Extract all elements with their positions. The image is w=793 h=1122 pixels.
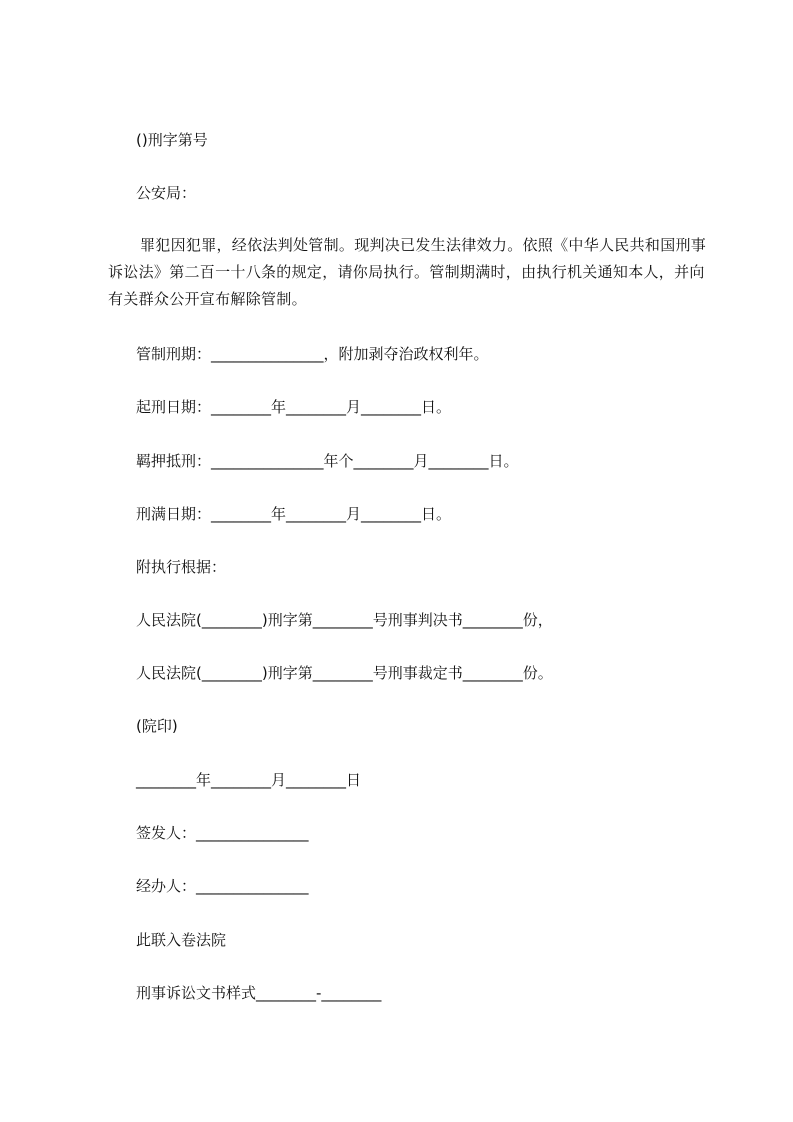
handler-line: 经办人：_______________ — [136, 877, 309, 895]
body-paragraph: 罪犯因犯罪，经依法判处管制。现判决已发生法律效力。依照《中华人民共和国刑事诉讼法》第二百一十八条的规定，请你局执行。管制期满时，由执行机关通知本人，并向有关群众公开宣布解除管制。 — [108, 236, 707, 308]
sentence-term-line: 管制刑期：_______________，附加剥夺治政权利年。 — [136, 345, 489, 363]
form-reference-line: 刑事诉讼文书样式________-________ — [136, 984, 382, 1002]
ruling-reference-line: 人民法院(________)刑字第________号刑事裁定书________份。 — [136, 664, 553, 682]
basis-heading: 附执行根据： — [136, 558, 227, 576]
judgment-reference-line: 人民法院(________)刑字第________号刑事判决书________份， — [136, 611, 553, 629]
end-date-line: 刑满日期：________年________月________日。 — [136, 505, 452, 523]
detention-offset-line: 羁押抵刑：_______________年个________月________日。 — [136, 452, 519, 470]
court-seal-label: (院印) — [136, 717, 178, 735]
issue-date-line: ________年________月________日 — [136, 771, 362, 789]
addressee: 公安局： — [136, 184, 197, 202]
archive-note: 此联入卷法院 — [136, 931, 227, 949]
case-number-line: ()刑字第号 — [136, 131, 208, 149]
start-date-line: 起刑日期：________年________月________日。 — [136, 398, 452, 416]
issuer-line: 签发人：_______________ — [136, 824, 309, 842]
